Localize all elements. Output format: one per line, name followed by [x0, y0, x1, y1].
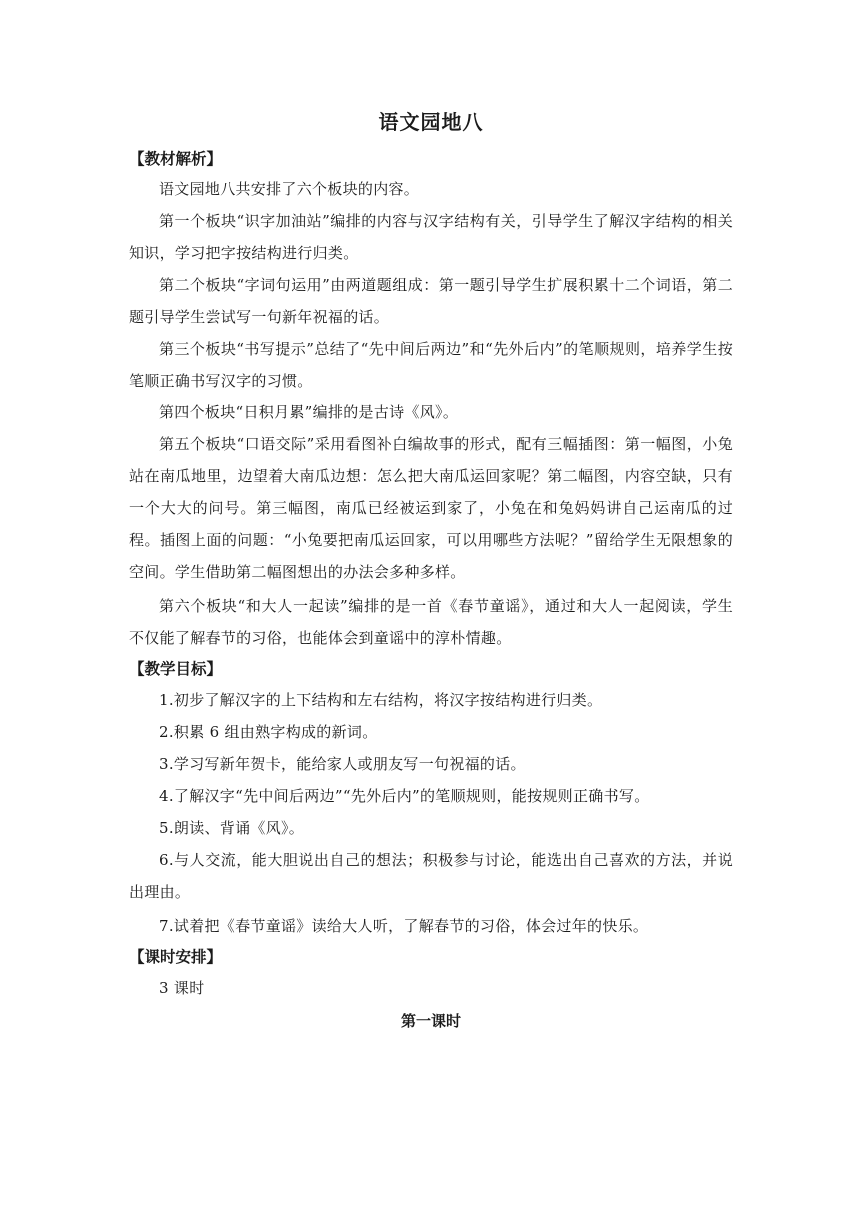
analysis-paragraph: 第六个板块“和大人一起读”编排的是一首《春节童谣》，通过和大人一起阅读，学生不仅能了解春节的习俗，也能体会到童谣中的淳朴情趣。 — [129, 597, 733, 647]
goal-item: 4.了解汉字“先中间后两边”“先外后内”的笔顺规则，能按规则正确书写。 — [159, 787, 650, 805]
analysis-paragraph: 第一个板块“识字加油站”编排的内容与汉字结构有关，引导学生了解汉字结构的相关知识，学习把字按结构进行归类。 — [129, 212, 733, 262]
goal-item: 1.初步了解汉字的上下结构和左右结构，将汉字按结构进行归类。 — [159, 691, 603, 709]
goal-item: 5.朗读、背诵《风》。 — [159, 819, 305, 837]
schedule-heading: 【课时安排】 — [129, 948, 223, 966]
goal-item: 6.与人交流，能大胆说出自己的想法；积极参与讨论，能选出自己喜欢的方法，并说出理由。 — [129, 851, 733, 901]
schedule-text: 3 课时 — [159, 979, 205, 997]
analysis-paragraph: 语文园地八共安排了六个板块的内容。 — [159, 180, 420, 198]
analysis-section — [129, 144, 733, 654]
analysis-paragraph: 第四个板块“日积月累”编排的是古诗《风》。 — [159, 403, 459, 421]
document-page — [129, 96, 733, 1038]
goal-item: 2.积累 6 组由熟字构成的新词。 — [159, 723, 378, 741]
document-title: 语文园地八 — [378, 110, 484, 134]
goals-section — [129, 654, 733, 942]
analysis-paragraph: 第二个板块“字词句运用”由两道题组成：第一题引导学生扩展积累十二个词语，第二题引导学生尝试写一句新年祝福的话。 — [129, 276, 733, 326]
analysis-paragraph: 第五个板块“口语交际”采用看图补白编故事的形式，配有三幅插图：第一幅图，小兔站在南瓜地里，边望着大南瓜边想：怎么把大南瓜运回家呢？第二幅图，内容空缺，只有一个大大的问号。第三幅图，南瓜已经被运到家了，小兔在和兔妈妈讲自己运南瓜的过程。插图上面的问题：“小兔要把南瓜运回家，可以用哪些方法呢？”留给学生无限想象的空间。学生借助第二幅图想出的办法会多种多样。 — [129, 435, 733, 581]
schedule-section — [129, 942, 733, 1004]
analysis-heading: 【教材解析】 — [129, 150, 223, 168]
goal-item: 3.学习写新年贺卡，能给家人或朋友写一句祝福的话。 — [159, 755, 526, 773]
goals-heading: 【教学目标】 — [129, 660, 223, 678]
goal-item: 7.试着把《春节童谣》读给大人听，了解春节的习俗，体会过年的快乐。 — [159, 917, 649, 935]
lesson-title: 第一课时 — [400, 1012, 461, 1030]
analysis-paragraph: 第三个板块“书写提示”总结了“先中间后两边”和“先外后内”的笔顺规则，培养学生按笔顺正确书写汉字的习惯。 — [129, 340, 733, 390]
